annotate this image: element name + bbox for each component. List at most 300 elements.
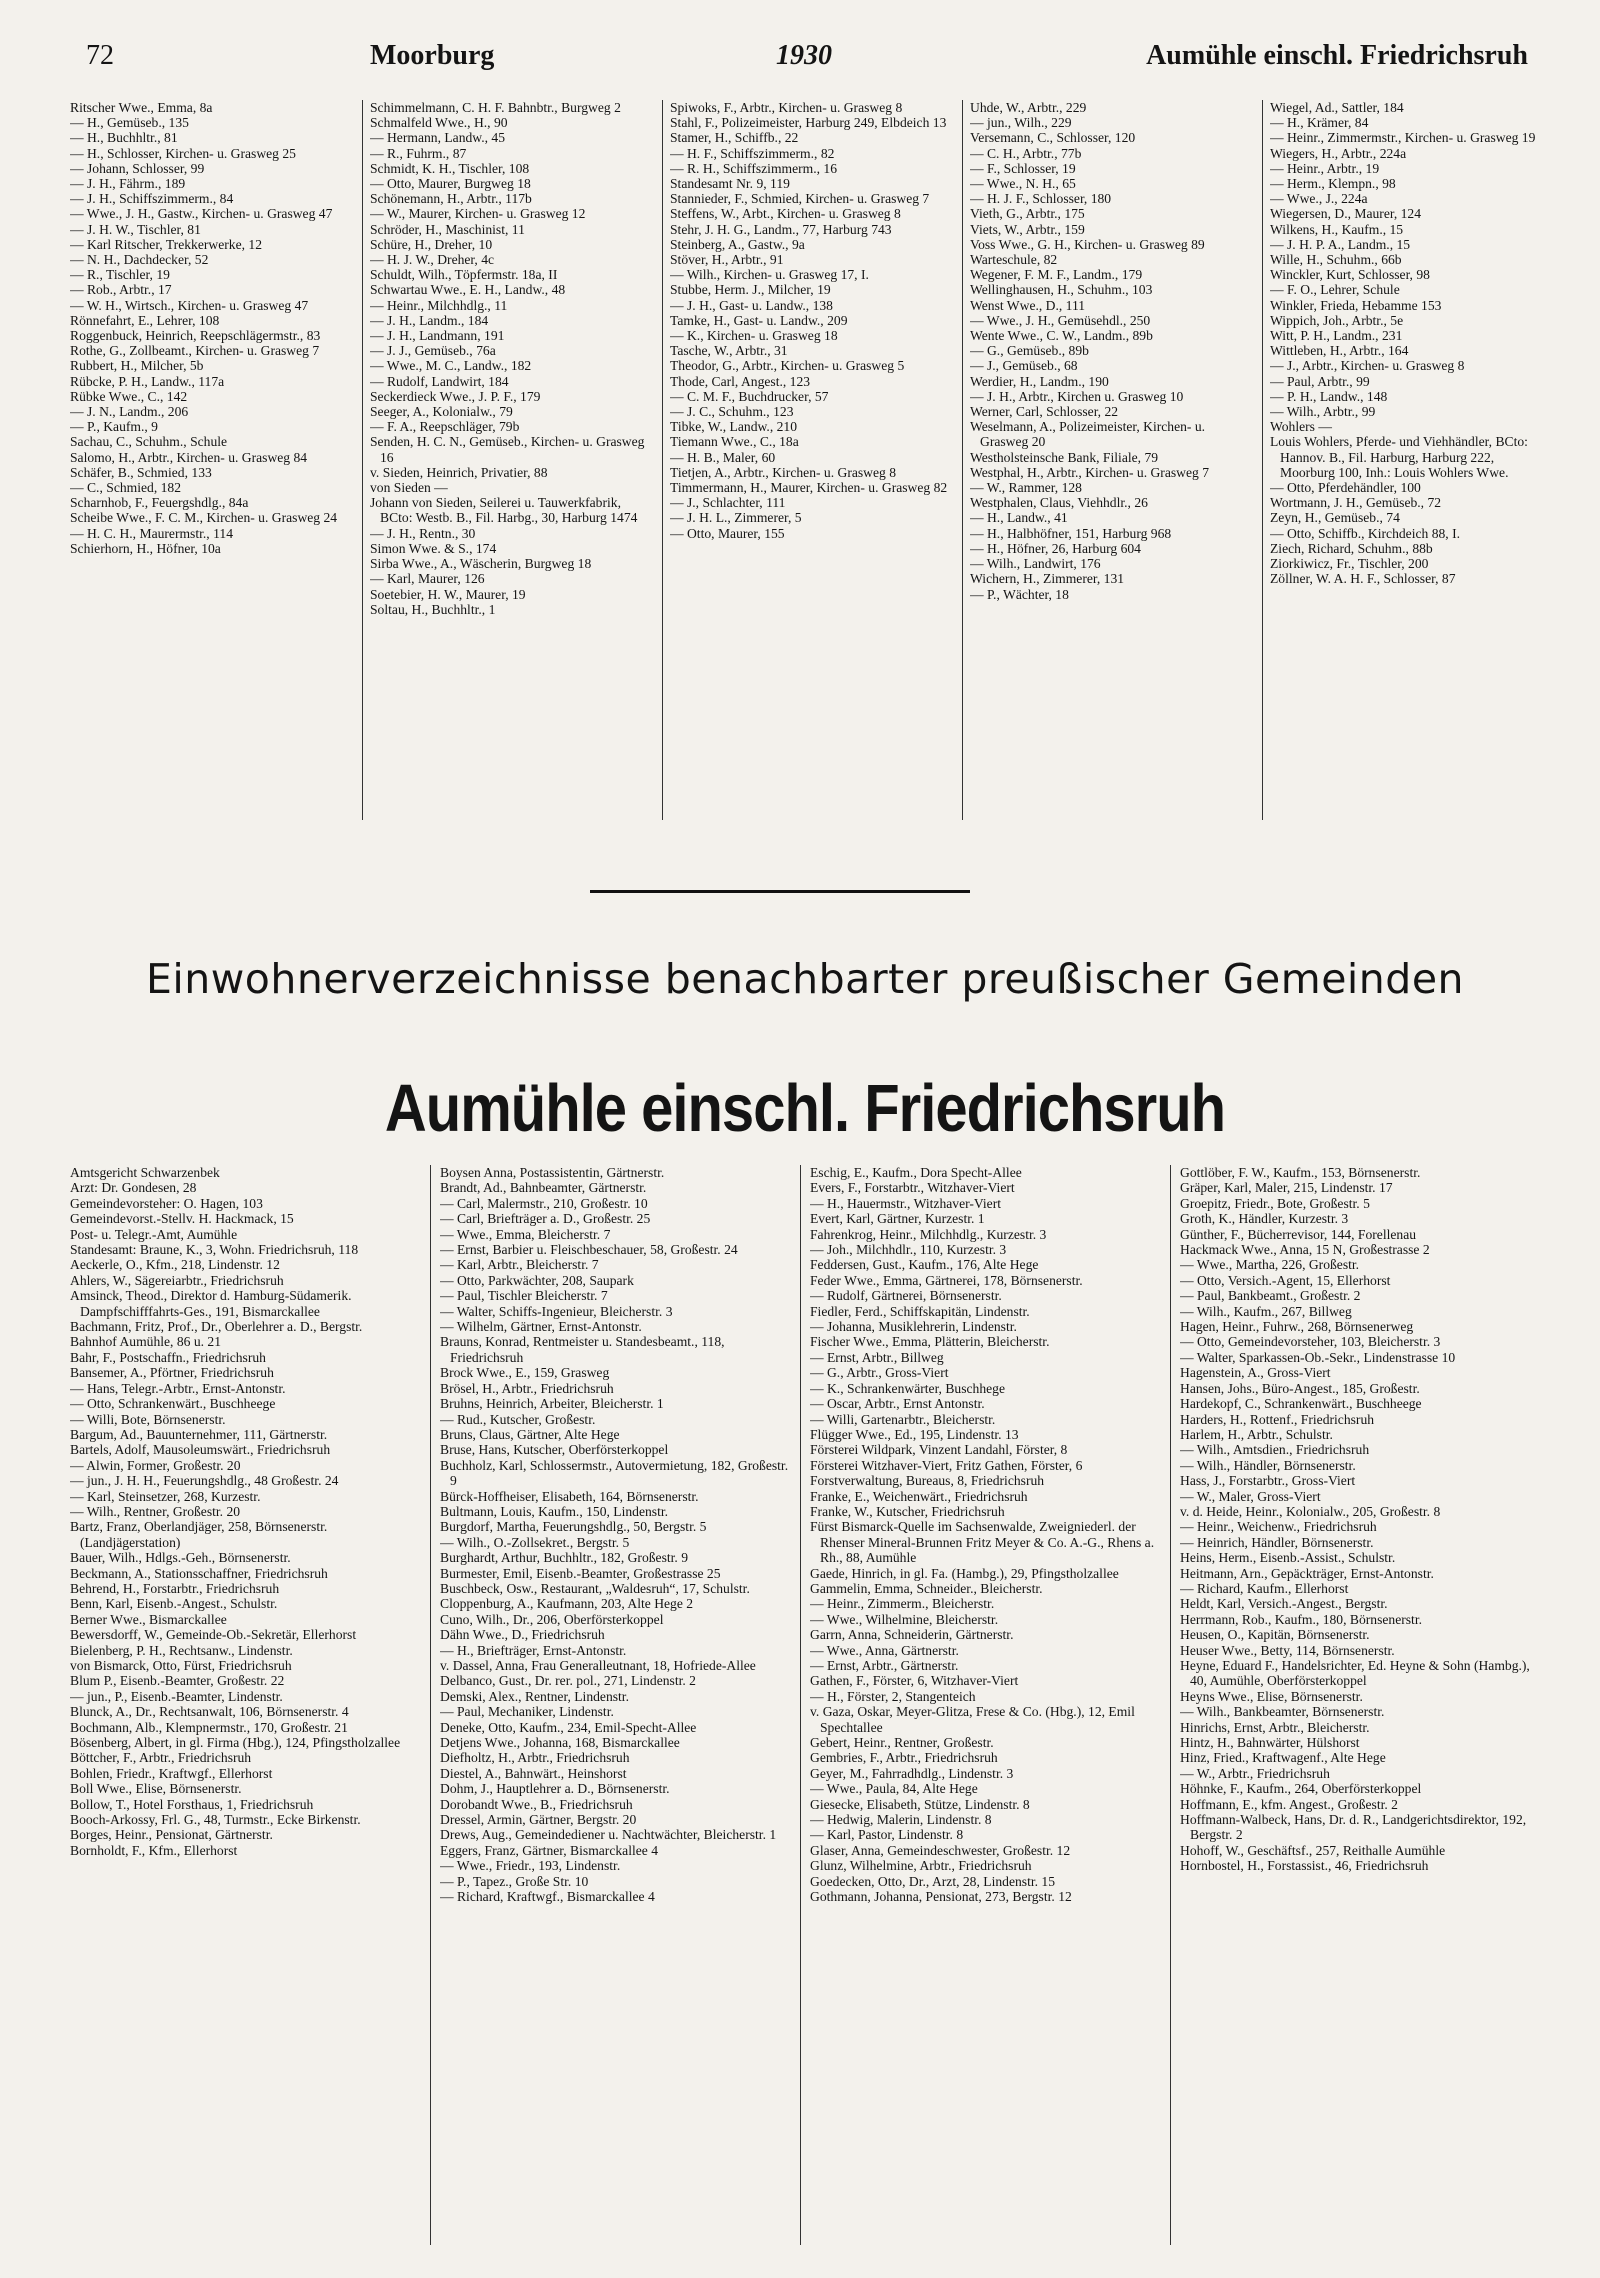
directory-entry: — Hermann, Landw., 45	[370, 130, 506, 146]
directory-entry: Bansemer, A., Pförtner, Friedrichsruh	[70, 1365, 274, 1381]
directory-entry: Heldt, Karl, Versich.-Angest., Bergstr.	[1180, 1596, 1388, 1612]
directory-entry: Roggenbuck, Heinrich, Reepschlägermstr., 83	[70, 328, 321, 344]
directory-entry: Schuldt, Wilh., Töpfermstr. 18a, II	[370, 267, 558, 283]
directory-entry: Dorobandt Wwe., B., Friedrichsruh	[440, 1796, 633, 1812]
directory-entry: Witt, P. H., Landm., 231	[1270, 328, 1403, 344]
column-divider	[800, 1165, 801, 2245]
directory-entry: Wippich, Joh., Arbtr., 5e	[1270, 312, 1404, 328]
directory-entry: — Wilh., Amtsdien., Friedrichsruh	[1180, 1442, 1370, 1458]
directory-entry: Buchholz, Karl, Schlossermstr., Autovermietung, 182, Großestr. 9	[440, 1457, 789, 1489]
directory-entry: Delbanco, Gust., Dr. rer. pol., 271, Lindenstr. 2	[440, 1673, 696, 1689]
directory-entry: Beckmann, A., Stationsschaffner, Friedrichsruh	[70, 1565, 328, 1581]
directory-entry: Amsinck, Theod., Direktor d. Hamburg-Südamerik. Dampfschifffahrts-Ges., 191, Bismarckallee	[70, 1288, 352, 1319]
directory-entry: — Rob., Arbtr., 17	[70, 282, 172, 298]
directory-entry: — J. H., Fährm., 189	[70, 176, 186, 192]
directory-entry: — J. H. L., Zimmerer, 5	[670, 510, 802, 526]
directory-entry: v. Gaza, Oskar, Meyer-Glitza, Frese & Co. (Hbg.), 12, Emil Spechtallee	[810, 1704, 1135, 1735]
directory-entry: Günther, F., Bücherrevisor, 144, Forellenau	[1180, 1226, 1417, 1242]
directory-entry: Feder Wwe., Emma, Gärtnerei, 178, Börnsenerstr.	[810, 1272, 1083, 1288]
directory-entry: Schäfer, B., Schmied, 133	[70, 464, 212, 480]
directory-entry: Brock Wwe., E., 159, Grasweg	[440, 1365, 610, 1381]
directory-entry: Bachmann, Fritz, Prof., Dr., Oberlehrer a. D., Bergstr.	[70, 1319, 363, 1335]
directory-entry: Groth, K., Händler, Kurzestr. 3	[1180, 1211, 1349, 1227]
directory-entry: — Ernst, Arbtr., Billweg	[810, 1349, 944, 1365]
directory-entry: — Wwe., J. H., Gemüsehdl., 250	[970, 312, 1151, 328]
directory-entry: Garrn, Anna, Schneiderin, Gärtnerstr.	[810, 1627, 1014, 1643]
directory-entry: Tasche, W., Arbtr., 31	[670, 343, 788, 359]
directory-entry: — J., Schlachter, 111	[670, 495, 786, 511]
directory-entry: Franke, E., Weichenwärt., Friedrichsruh	[810, 1488, 1028, 1504]
directory-entry: Hohoff, W., Geschäftsf., 257, Reithalle Aumühle	[1180, 1842, 1446, 1858]
directory-entry: von Bismarck, Otto, Fürst, Friedrichsruh	[70, 1658, 292, 1673]
directory-entry: Goedecken, Otto, Dr., Arzt, 28, Lindenstr. 15	[810, 1873, 1056, 1889]
directory-entry: Benn, Karl, Eisenb.-Angest., Schulstr.	[70, 1596, 278, 1612]
directory-entry: Eggers, Franz, Gärtner, Bismarckallee 4	[440, 1842, 659, 1858]
directory-entry: Gottlöber, F. W., Kaufm., 153, Börnsenerstr.	[1180, 1165, 1421, 1180]
directory-entry: Höhnke, F., Kaufm., 264, Oberförsterkoppel	[1180, 1781, 1422, 1797]
directory-entry: — R. H., Schiffszimmerm., 16	[670, 160, 838, 176]
directory-entry: — R., Fuhrm., 87	[370, 145, 467, 161]
directory-entry: — Karl, Maurer, 126	[370, 571, 485, 587]
directory-entry: Diefholtz, H., Arbtr., Friedrichsruh	[440, 1750, 630, 1766]
directory-entry: Hass, J., Forstarbtr., Gross-Viert	[1180, 1473, 1356, 1489]
directory-entry: — Heinrich, Händler, Börnsenerstr.	[1180, 1534, 1374, 1550]
directory-entry: Försterei Wildpark, Vinzent Landahl, Förster, 8	[810, 1442, 1068, 1458]
directory-entry: — W., Arbtr., Friedrichsruh	[1180, 1765, 1330, 1781]
directory-entry: Bahr, F., Postschaffn., Friedrichsruh	[70, 1349, 266, 1365]
directory-entry: — Ernst, Arbtr., Gärtnerstr.	[810, 1658, 959, 1673]
directory-entry: — Richard, Kraftwgf., Bismarckallee 4	[440, 1889, 655, 1905]
directory-entry: Wortmann, J. H., Gemüseb., 72	[1270, 495, 1442, 511]
directory-entry: Groepitz, Friedr., Bote, Großestr. 5	[1180, 1195, 1370, 1211]
directory-entry: Schmalfeld Wwe., H., 90	[370, 115, 508, 131]
directory-entry: Soltau, H., Buchhltr., 1	[370, 601, 496, 617]
directory-entry: Heitmann, Arn., Gepäckträger, Ernst-Antonstr.	[1180, 1565, 1434, 1581]
directory-entry: — K., Schrankenwärter, Buschhege	[810, 1380, 1005, 1396]
directory-entry: Wenst Wwe., D., 111	[970, 297, 1086, 313]
running-head	[70, 40, 1540, 80]
directory-entry: Deneke, Otto, Kaufm., 234, Emil-Specht-Allee	[440, 1719, 697, 1735]
directory-entry: Warteschule, 82	[970, 252, 1058, 268]
directory-entry: Fiedler, Ferd., Schiffskapitän, Lindenstr.	[810, 1303, 1030, 1319]
running-head-next-place: Aumühle einschl. Friedrichsruh	[1146, 40, 1528, 71]
aumuehle-column-1	[70, 1165, 420, 2245]
directory-entry: — Karl Ritscher, Trekkerwerke, 12	[70, 236, 262, 252]
directory-page	[70, 30, 1540, 2250]
directory-entry: Flügger Wwe., Ed., 195, Lindenstr. 13	[810, 1426, 1019, 1442]
column-divider	[430, 1165, 431, 2245]
directory-entry: Stahl, F., Polizeimeister, Harburg 249, Elbdeich 13	[670, 115, 947, 131]
directory-entry: Senden, H. C. N., Gemüseb., Kirchen- u. Grasweg 16	[370, 434, 645, 465]
directory-entry: Post- u. Telegr.-Amt, Aumühle	[70, 1226, 238, 1242]
directory-entry: Zöllner, W. A. H. F., Schlosser, 87	[1270, 571, 1456, 587]
directory-entry: Seeger, A., Kolonialw., 79	[370, 404, 513, 420]
directory-entry: Louis Wohlers, Pferde- und Viehhändler, BCto: Hannov. B., Fil. Harburg, Harburg 222, Moorburg 100, Inh.: Louis Wohlers Wwe.	[1270, 434, 1528, 480]
aumuehle-column-2	[440, 1165, 790, 2245]
directory-entry: Schierhorn, H., Höfner, 10a	[70, 540, 221, 556]
directory-entry: Steinberg, A., Gastw., 9a	[670, 236, 805, 252]
column-divider	[962, 100, 963, 820]
directory-entry: Boysen Anna, Postassistentin, Gärtnerstr.	[440, 1165, 665, 1180]
directory-entry: — Rud., Kutscher, Großestr.	[440, 1411, 596, 1427]
directory-entry: — Ernst, Barbier u. Fleischbeschauer, 58, Großestr. 24	[440, 1242, 738, 1258]
directory-entry: — Wwe., J., 224a	[1270, 191, 1368, 207]
directory-entry: — Heinr., Weichenw., Friedrichsruh	[1180, 1519, 1377, 1535]
directory-entry: — Wwe., Paula, 84, Alte Hege	[810, 1781, 978, 1797]
directory-entry: Diestel, A., Bahnwärt., Heinshorst	[440, 1765, 627, 1781]
directory-entry: — Wwe., N. H., 65	[970, 176, 1076, 192]
column-divider	[362, 100, 363, 820]
directory-entry: — Otto, Pferdehändler, 100	[1270, 480, 1421, 496]
directory-entry: — Otto, Gemeindevorsteher, 103, Bleicherstr. 3	[1180, 1334, 1441, 1350]
directory-entry: Cuno, Wilh., Dr., 206, Oberförsterkoppel	[440, 1611, 664, 1627]
directory-entry: Hackmack Wwe., Anna, 15 N, Großestrasse 2	[1180, 1242, 1430, 1258]
directory-entry: Schwartau Wwe., E. H., Landw., 48	[370, 282, 566, 298]
directory-entry: Boll Wwe., Elise, Börnsenerstr.	[70, 1781, 242, 1797]
directory-entry: Hagenstein, A., Gross-Viert	[1180, 1365, 1331, 1381]
directory-entry: — H. J. F., Schlosser, 180	[970, 191, 1112, 207]
directory-entry: — Herm., Klempn., 98	[1270, 176, 1396, 192]
directory-entry: — H., Halbhöfner, 151, Harburg 968	[970, 525, 1172, 541]
directory-entry: — Johanna, Musiklehrerin, Lindenstr.	[810, 1319, 1017, 1335]
directory-entry: Dähn Wwe., D., Friedrichsruh	[440, 1627, 605, 1643]
directory-entry: Gemeindevorsteher: O. Hagen, 103	[70, 1195, 263, 1211]
directory-entry: — H., Krämer, 84	[1270, 115, 1369, 131]
directory-entry: Cloppenburg, A., Kaufmann, 203, Alte Hege 2	[440, 1596, 694, 1612]
directory-entry: Harders, H., Rottenf., Friedrichsruh	[1180, 1411, 1375, 1427]
directory-entry: — J. H., Gast- u. Landw., 138	[670, 297, 833, 313]
directory-entry: Gammelin, Emma, Schneider., Bleicherstr.	[810, 1580, 1043, 1596]
directory-entry: Evers, F., Forstarbtr., Witzhaver-Viert	[810, 1180, 1015, 1196]
directory-entry: von Sieden —	[370, 480, 448, 496]
directory-entry: — P., Wächter, 18	[970, 586, 1069, 602]
directory-entry: — Wilh., Kaufm., 267, Billweg	[1180, 1303, 1352, 1319]
directory-entry: Wille, H., Schuhm., 66b	[1270, 252, 1402, 268]
directory-entry: Gemeindevorst.-Stellv. H. Hackmack, 15	[70, 1211, 294, 1227]
directory-entry: — W., Maler, Gross-Viert	[1180, 1488, 1321, 1504]
directory-entry: Arzt: Dr. Gondesen, 28	[70, 1180, 197, 1196]
directory-entry: — H. B., Maler, 60	[670, 449, 776, 465]
directory-entry: — J. C., Schuhm., 123	[670, 404, 794, 420]
directory-entry: Weselmann, A., Polizeimeister, Kirchen- u. Grasweg 20	[970, 419, 1206, 450]
directory-entry: Schmidt, K. H., Tischler, 108	[370, 160, 530, 176]
directory-entry: Winckler, Kurt, Schlosser, 98	[1270, 267, 1430, 283]
place-title: Aumühle einschl. Friedrichsruh	[384, 1071, 1226, 1146]
directory-entry: Salomo, H., Arbtr., Kirchen- u. Grasweg 84	[70, 449, 308, 465]
directory-entry: — Heinr., Milchhdlg., 11	[370, 297, 508, 313]
directory-entry: Hoffmann-Walbeck, Hans, Dr. d. R., Landgerichtsdirektor, 192, Bergstr. 2	[1180, 1812, 1527, 1843]
directory-entry: — Wilh., Kirchen- u. Grasweg 17, I.	[670, 267, 869, 283]
directory-entry: Ziech, Richard, Schuhm., 88b	[1270, 540, 1433, 556]
directory-entry: Hansen, Johs., Büro-Angest., 185, Großestr.	[1180, 1380, 1420, 1396]
directory-entry: — Wwe., Emma, Bleicherstr. 7	[440, 1226, 611, 1242]
directory-entry: — Wilh., Arbtr., 99	[1270, 404, 1376, 420]
directory-entry: Hinz, Fried., Kraftwagenf., Alte Hege	[1180, 1750, 1386, 1766]
directory-entry: Dohm, J., Hauptlehrer a. D., Börnsenerstr.	[440, 1781, 670, 1797]
directory-entry: — J., Arbtr., Kirchen- u. Grasweg 8	[1270, 358, 1465, 374]
directory-entry: Stannieder, F., Schmied, Kirchen- u. Grasweg 7	[670, 191, 930, 207]
directory-entry: Soetebier, H. W., Maurer, 19	[370, 586, 526, 602]
directory-entry: Buschbeck, Osw., Restaurant, „Waldesruh“, 17, Schulstr.	[440, 1580, 750, 1596]
directory-entry: Gebert, Heinr., Rentner, Großestr.	[810, 1735, 994, 1751]
directory-entry: — Willi, Gartenarbtr., Bleicherstr.	[810, 1411, 996, 1427]
directory-entry: — Karl, Pastor, Lindenstr. 8	[810, 1827, 964, 1843]
directory-entry: — Rudolf, Gärtnerei, Börnsenerstr.	[810, 1288, 1002, 1304]
directory-entry: Wegener, F. M. F., Landm., 179	[970, 267, 1143, 283]
directory-entry: — J. H. P. A., Landm., 15	[1270, 236, 1411, 252]
directory-entry: Stubbe, Herm. J., Milcher, 19	[670, 282, 831, 298]
directory-entry: Drews, Aug., Gemeindediener u. Nachtwächter, Bleicherstr. 1	[440, 1827, 777, 1843]
directory-entry: Ahlers, W., Sägereiarbtr., Friedrichsruh	[70, 1272, 284, 1288]
directory-entry: Wilkens, H., Kaufm., 15	[1270, 221, 1404, 237]
directory-entry: — J., Gemüseb., 68	[970, 358, 1078, 374]
directory-entry: Tietjen, A., Arbtr., Kirchen- u. Grasweg 8	[670, 464, 897, 480]
directory-entry: Bruse, Hans, Kutscher, Oberförsterkoppel	[440, 1442, 669, 1458]
directory-entry: Ziorkiwicz, Fr., Tischler, 200	[1270, 556, 1429, 572]
directory-entry: — J. H., Arbtr., Kirchen u. Grasweg 10	[970, 388, 1184, 404]
directory-entry: — Otto, Schrankenwärt., Buschheege	[70, 1396, 276, 1412]
directory-entry: Hornbostel, H., Forstassist., 46, Friedrichsruh	[1180, 1858, 1429, 1874]
directory-column-3	[670, 100, 954, 820]
directory-entry: Demski, Alex., Rentner, Lindenstr.	[440, 1688, 629, 1704]
directory-entry: Bahnhof Aumühle, 86 u. 21	[70, 1334, 222, 1350]
directory-entry: — jun., P., Eisenb.-Beamter, Lindenstr.	[70, 1688, 283, 1704]
directory-entry: Booch-Arkossy, Frl. G., 48, Turmstr., Ecke Birkenstr.	[70, 1812, 361, 1828]
directory-entry: — Wilh., Händler, Börnsenerstr.	[1180, 1457, 1356, 1473]
directory-entry: Wittleben, H., Arbtr., 164	[1270, 343, 1409, 359]
directory-entry: Stehr, J. H. G., Landm., 77, Harburg 743	[670, 221, 892, 237]
directory-entry: Borges, Heinr., Pensionat, Gärtnerstr.	[70, 1827, 273, 1843]
directory-entry: — Hans, Telegr.-Arbtr., Ernst-Antonstr.	[70, 1380, 286, 1396]
directory-entry: Johann von Sieden, Seilerei u. Tauwerkfabrik, BCto: Westb. B., Fil. Harbg., 30, Harburg 1474	[370, 495, 638, 526]
directory-entry: Bewersdorff, W., Gemeinde-Ob.-Sekretär, Ellerhorst	[70, 1627, 357, 1643]
directory-entry: Heyns Wwe., Elise, Börnsenerstr.	[1180, 1688, 1363, 1704]
directory-entry: — H., Schlosser, Kirchen- u. Grasweg 25	[70, 145, 296, 161]
directory-entry: — Otto, Parkwächter, 208, Saupark	[440, 1272, 634, 1288]
directory-entry: — H. C. H., Maurermstr., 114	[70, 525, 233, 541]
directory-entry: Schüre, H., Dreher, 10	[370, 236, 493, 252]
directory-entry: — Paul, Tischler Bleicherstr. 7	[440, 1288, 608, 1304]
directory-entry: Seckerdieck Wwe., J. P. F., 179	[370, 388, 541, 404]
directory-entry: — Wwe., Martha, 226, Großestr.	[1180, 1257, 1360, 1273]
directory-entry: Ritscher Wwe., Emma, 8a	[70, 100, 213, 115]
directory-entry: Bargum, Ad., Bauunternehmer, 111, Gärtnerstr.	[70, 1426, 328, 1442]
directory-entry: Tibke, W., Landw., 210	[670, 419, 798, 435]
directory-entry: — Wilh., Bankbeamter, Börnsenerstr.	[1180, 1704, 1385, 1720]
directory-entry: Spiwoks, F., Arbtr., Kirchen- u. Grasweg 8	[670, 100, 903, 115]
directory-entry: Hagen, Heinr., Fuhrw., 268, Börnsenerweg	[1180, 1319, 1414, 1335]
directory-entry: — Wilh., Rentner, Großestr. 20	[70, 1503, 241, 1519]
directory-entry: — F., Schlosser, 19	[970, 160, 1076, 176]
directory-column-4	[970, 100, 1254, 820]
directory-entry: — Joh., Milchhdlr., 110, Kurzestr. 3	[810, 1242, 1007, 1258]
directory-entry: Bollow, T., Hotel Forsthaus, 1, Friedrichsruh	[70, 1796, 314, 1812]
page-number: 72	[86, 40, 114, 71]
directory-entry: Gräper, Karl, Maler, 215, Lindenstr. 17	[1180, 1180, 1393, 1196]
directory-entry: Tamke, H., Gast- u. Landw., 209	[670, 312, 848, 328]
directory-entry: Fahrenkrog, Heinr., Milchhdlg., Kurzestr. 3	[810, 1226, 1047, 1242]
directory-entry: — Wwe., Anna, Gärtnerstr.	[810, 1642, 959, 1658]
directory-entry: — Alwin, Former, Großestr. 20	[70, 1457, 241, 1473]
directory-entry: Theodor, G., Arbtr., Kirchen- u. Grasweg 5	[670, 358, 905, 374]
directory-entry: Viets, W., Arbtr., 159	[970, 221, 1085, 237]
directory-entry: Bürck-Hoffheiser, Elisabeth, 164, Börnsenerstr.	[440, 1488, 699, 1504]
directory-entry: — W., Maurer, Kirchen- u. Grasweg 12	[370, 206, 586, 222]
directory-entry: Voss Wwe., G. H., Kirchen- u. Grasweg 89	[970, 236, 1205, 252]
directory-entry: Glaser, Anna, Gemeindeschwester, Großestr. 12	[810, 1842, 1071, 1858]
directory-entry: — Wilh., Landwirt, 176	[970, 556, 1101, 572]
directory-entry: Glunz, Wilhelmine, Arbtr., Friedrichsruh	[810, 1858, 1032, 1874]
directory-entry: — Wwe., Wilhelmine, Bleicherstr.	[810, 1611, 999, 1627]
directory-entry: — H., Gemüseb., 135	[70, 115, 189, 131]
directory-entry: — F. O., Lehrer, Schule	[1270, 282, 1400, 298]
directory-entry: Feddersen, Gust., Kaufm., 176, Alte Hege	[810, 1257, 1039, 1273]
directory-entry: — H. F., Schiffszimmerm., 82	[670, 145, 835, 161]
directory-entry: Wohlers —	[1270, 419, 1332, 435]
directory-entry: — Wwe., J. H., Gastw., Kirchen- u. Grasweg 47	[70, 206, 333, 222]
directory-entry: — H., Briefträger, Ernst-Antonstr.	[440, 1642, 627, 1658]
directory-entry: Bruns, Claus, Gärtner, Alte Hege	[440, 1426, 620, 1442]
directory-entry: Gathen, F., Förster, 6, Witzhaver-Viert	[810, 1673, 1019, 1689]
directory-entry: — Wwe., M. C., Landw., 182	[370, 358, 532, 374]
directory-entry: — Johann, Schlosser, 99	[70, 160, 205, 176]
directory-entry: Heuser Wwe., Betty, 114, Börnsenerstr.	[1180, 1642, 1395, 1658]
directory-entry: Brauns, Konrad, Rentmeister u. Standesbeamt., 118, Friedrichsruh	[440, 1334, 725, 1365]
directory-entry: Behrend, H., Forstarbtr., Friedrichsruh	[70, 1580, 280, 1596]
directory-entry: — F. A., Reepschläger, 79b	[370, 419, 520, 435]
directory-entry: Wiegel, Ad., Sattler, 184	[1270, 100, 1404, 115]
directory-entry: Scheibe Wwe., F. C. M., Kirchen- u. Grasweg 24	[70, 510, 338, 526]
directory-entry: — jun., J. H. H., Feuerungshdlg., 48 Großestr. 24	[70, 1473, 339, 1489]
directory-entry: — H., Höfner, 26, Harburg 604	[970, 540, 1141, 556]
directory-entry: Simon Wwe. & S., 174	[370, 540, 497, 556]
directory-entry: Bornholdt, F., Kfm., Ellerhorst	[70, 1842, 238, 1858]
column-divider	[1262, 100, 1263, 820]
directory-entry: Franke, W., Kutscher, Friedrichsruh	[810, 1503, 1005, 1519]
directory-entry: — J. N., Landm., 206	[70, 404, 189, 420]
directory-entry: Brandt, Ad., Bahnbeamter, Gärtnerstr.	[440, 1180, 647, 1196]
directory-entry: — Paul, Arbtr., 99	[1270, 373, 1370, 389]
directory-entry: Stöver, H., Arbtr., 91	[670, 252, 784, 268]
directory-entry: Bohlen, Friedr., Kraftwgf., Ellerhorst	[70, 1765, 273, 1781]
directory-entry: — Karl, Arbtr., Bleicherstr. 7	[440, 1257, 599, 1273]
directory-entry: Burgdorf, Martha, Feuerungshdlg., 50, Bergstr. 5	[440, 1519, 707, 1535]
directory-entry: — Otto, Versich.-Agent, 15, Ellerhorst	[1180, 1272, 1391, 1288]
directory-entry: Winkler, Frieda, Hebamme 153	[1270, 297, 1442, 313]
directory-entry: Geyer, M., Fahrradhdlg., Lindenstr. 3	[810, 1765, 1014, 1781]
directory-entry: — H., Förster, 2, Stangenteich	[810, 1688, 976, 1704]
moorburg-directory-block	[70, 100, 1540, 820]
directory-entry: Fürst Bismarck-Quelle im Sachsenwalde, Zweigniederl. der Rhenser Mineral-Brunnen Fritz Meyer & Co. A.-G., Rhens a. Rh., 88, Aumühle	[810, 1519, 1155, 1566]
directory-entry: Dressel, Armin, Gärtner, Bergstr. 20	[440, 1812, 637, 1828]
directory-entry: Westphal, H., Arbtr., Kirchen- u. Grasweg 7	[970, 464, 1210, 480]
directory-entry: Eschig, E., Kaufm., Dora Specht-Allee	[810, 1165, 1022, 1180]
aumuehle-directory-block	[70, 1165, 1540, 2245]
directory-entry: — Carl, Briefträger a. D., Großestr. 25	[440, 1211, 651, 1227]
directory-entry: Wellinghausen, H., Schuhm., 103	[970, 282, 1153, 298]
directory-entry: Steffens, W., Arbt., Kirchen- u. Grasweg 8	[670, 206, 901, 222]
directory-entry: — Willi, Bote, Börnsenerstr.	[70, 1411, 226, 1427]
directory-entry: Amtsgericht Schwarzenbek	[70, 1165, 220, 1180]
directory-entry: — C. M. F., Buchdrucker, 57	[670, 388, 829, 404]
directory-entry: Bielenberg, P. H., Rechtsanw., Lindenstr.	[70, 1642, 293, 1658]
directory-entry: — P., Tapez., Große Str. 10	[440, 1873, 589, 1889]
directory-entry: Werdier, H., Landm., 190	[970, 373, 1109, 389]
directory-entry: — Hedwig, Malerin, Lindenstr. 8	[810, 1812, 992, 1828]
column-divider	[662, 100, 663, 820]
directory-entry: Sirba Wwe., A., Wäscherin, Burgweg 18	[370, 556, 592, 572]
directory-entry: — Heinr., Arbtr., 19	[1270, 160, 1380, 176]
directory-entry: Berner Wwe., Bismarckallee	[70, 1611, 227, 1627]
directory-entry: Versemann, C., Schlosser, 120	[970, 130, 1136, 146]
directory-entry: Aeckerle, O., Kfm., 218, Lindenstr. 12	[70, 1257, 280, 1273]
directory-entry: Rübke Wwe., C., 142	[70, 388, 188, 404]
directory-entry: — C., Schmied, 182	[70, 480, 182, 496]
section-separator	[590, 890, 970, 893]
directory-entry: Schröder, H., Maschinist, 11	[370, 221, 525, 237]
directory-entry: — Carl, Malermstr., 210, Großestr. 10	[440, 1195, 648, 1211]
directory-entry: Böttcher, F., Arbtr., Friedrichsruh	[70, 1750, 252, 1766]
directory-entry: Detjens Wwe., Johanna, 168, Bismarckallee	[440, 1735, 680, 1751]
directory-entry: — G., Gemüseb., 89b	[970, 343, 1089, 359]
directory-entry: Blunck, A., Dr., Rechtsanwalt, 106, Börnsenerstr. 4	[70, 1704, 349, 1720]
directory-entry: — Otto, Schiffb., Kirchdeich 88, I.	[1270, 525, 1461, 541]
directory-entry: — J. H., Landmann, 191	[370, 328, 505, 344]
directory-entry: — N. H., Dachdecker, 52	[70, 252, 209, 268]
aumuehle-column-4	[1180, 1165, 1540, 2245]
directory-entry: Werner, Carl, Schlosser, 22	[970, 404, 1119, 420]
directory-entry: Evert, Karl, Gärtner, Kurzestr. 1	[810, 1211, 985, 1227]
directory-entry: Rönnefahrt, E., Lehrer, 108	[70, 312, 220, 328]
directory-entry: Giesecke, Elisabeth, Stütze, Lindenstr. 8	[810, 1796, 1030, 1812]
directory-entry: Uhde, W., Arbtr., 229	[970, 100, 1087, 115]
directory-entry: Westholsteinsche Bank, Filiale, 79	[970, 449, 1159, 465]
directory-entry: Burghardt, Arthur, Buchhltr., 182, Großestr. 9	[440, 1550, 689, 1566]
directory-entry: v. Sieden, Heinrich, Privatier, 88	[370, 464, 548, 480]
directory-entry: Schönemann, H., Arbtr., 117b	[370, 191, 532, 207]
directory-entry: Hoffmann, E., kfm. Angest., Großestr. 2	[1180, 1796, 1398, 1812]
directory-entry: Brösel, H., Arbtr., Friedrichsruh	[440, 1380, 614, 1396]
directory-entry: Gothmann, Johanna, Pensionat, 273, Bergstr. 12	[810, 1889, 1072, 1905]
directory-entry: — J. H., Rentn., 30	[370, 525, 476, 541]
directory-column-5	[1270, 100, 1540, 820]
directory-entry: Rübcke, P. H., Landw., 117a	[70, 373, 225, 389]
directory-entry: — Walter, Sparkassen-Ob.-Sekr., Lindenstrasse 10	[1180, 1349, 1456, 1365]
directory-entry: Forstverwaltung, Bureaus, 8, Friedrichsruh	[810, 1473, 1045, 1489]
directory-entry: — Rudolf, Landwirt, 184	[370, 373, 509, 389]
directory-entry: — R., Tischler, 19	[70, 267, 170, 283]
directory-entry: Fischer Wwe., Emma, Plätterin, Bleicherstr.	[810, 1334, 1050, 1350]
directory-entry: Rubbert, H., Milcher, 5b	[70, 358, 204, 374]
directory-entry: — H., Buchhltr., 81	[70, 130, 178, 146]
directory-entry: — W., Rammer, 128	[970, 480, 1082, 496]
directory-entry: Gembries, F., Arbtr., Friedrichsruh	[810, 1750, 998, 1766]
aumuehle-column-3	[810, 1165, 1160, 2245]
directory-entry: Standesamt Nr. 9, 119	[670, 176, 790, 192]
directory-entry: Heusen, O., Kapitän, Börnsenerstr.	[1180, 1627, 1370, 1643]
directory-entry: — Otto, Maurer, 155	[670, 525, 785, 541]
directory-entry: Wiegersen, D., Maurer, 124	[1270, 206, 1422, 222]
directory-entry: — G., Arbtr., Gross-Viert	[810, 1365, 949, 1381]
directory-entry: — Wwe., Friedr., 193, Lindenstr.	[440, 1858, 621, 1874]
directory-entry: Bultmann, Louis, Kaufm., 150, Lindenstr.	[440, 1503, 669, 1519]
directory-entry: Blum P., Eisenb.-Beamter, Großestr. 22	[70, 1673, 285, 1689]
directory-entry: Schimmelmann, C. H. F. Bahnbtr., Burgweg 2	[370, 100, 621, 115]
directory-entry: — J. H., Landm., 184	[370, 312, 489, 328]
directory-entry: Scharnhob, F., Feuergshdlg., 84a	[70, 495, 249, 511]
directory-entry: Bösenberg, Albert, in gl. Firma (Hbg.), 124, Pfingstholzallee	[70, 1735, 401, 1751]
directory-column-1	[70, 100, 354, 820]
